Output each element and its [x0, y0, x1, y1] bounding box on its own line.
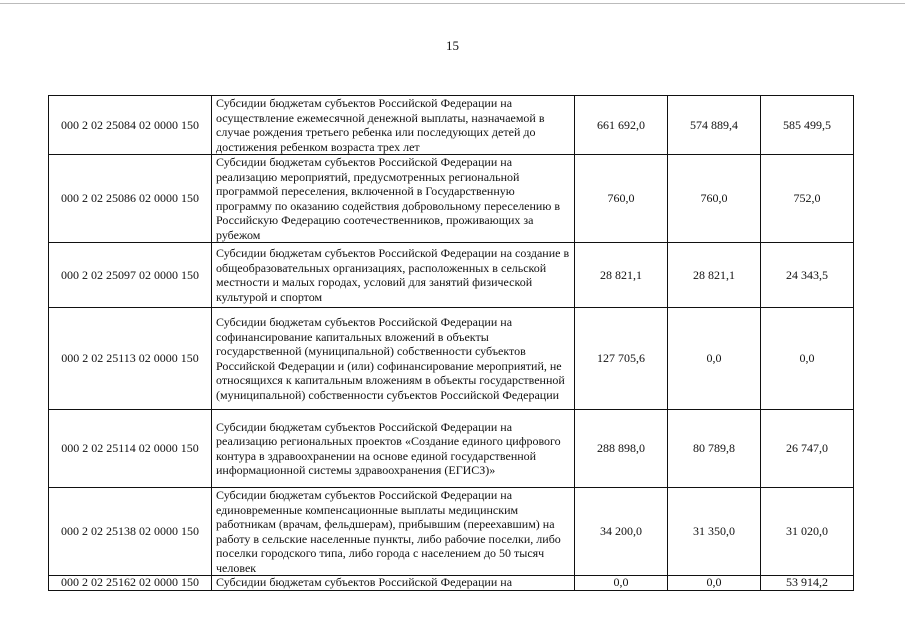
table-row — [49, 308, 854, 410]
value-year-3: 0,0 — [761, 308, 854, 410]
value-year-3: 585 499,5 — [761, 96, 854, 155]
value-year-2: 760,0 — [668, 155, 761, 243]
value-year-3: 31 020,0 — [761, 488, 854, 576]
value-year-2: 80 789,8 — [668, 410, 761, 488]
value-year-1: 28 821,1 — [575, 243, 668, 308]
budget-description: Субсидии бюджетам субъектов Российской Федерации на софинансирование капитальных вложений в объекты государственной (муниципальной) собственности субъектов Российской Федерации и (или) софинансирование мероприятий, не относящихся к капитальным вложениям в объекты государственной (муниципальной) собственности субъектов Российской Федерации — [212, 308, 575, 410]
value-year-2: 28 821,1 — [668, 243, 761, 308]
budget-description: Субсидии бюджетам субъектов Российской Федерации на реализацию региональных проектов «Создание единого цифрового контура в здравоохранении на основе единой государственной информационной системы здравоохранения (ЕГИСЗ)» — [212, 410, 575, 488]
table-row — [49, 155, 854, 243]
value-year-2: 31 350,0 — [668, 488, 761, 576]
budget-description: Субсидии бюджетам субъектов Российской Федерации на единовременные компенсационные выплаты медицинским работникам (врачам, фельдшерам), прибывшим (переехавшим) на работу в сельские населенные пункты, либо рабочие поселки, либо поселки городского типа, либо города с населением до 50 тысяч человек — [212, 488, 575, 576]
value-year-3: 53 914,2 — [761, 576, 854, 591]
value-year-2: 0,0 — [668, 576, 761, 591]
budget-code: 000 2 02 25097 02 0000 150 — [49, 243, 212, 308]
table-row — [49, 410, 854, 488]
value-year-1: 127 705,6 — [575, 308, 668, 410]
budget-description: Субсидии бюджетам субъектов Российской Федерации на — [212, 576, 575, 591]
table-row — [49, 488, 854, 576]
value-year-1: 661 692,0 — [575, 96, 668, 155]
budget-code: 000 2 02 25086 02 0000 150 — [49, 155, 212, 243]
value-year-2: 0,0 — [668, 308, 761, 410]
budget-code: 000 2 02 25162 02 0000 150 — [49, 576, 212, 591]
budget-code: 000 2 02 25084 02 0000 150 — [49, 96, 212, 155]
table-row — [49, 576, 854, 591]
value-year-1: 760,0 — [575, 155, 668, 243]
budget-code: 000 2 02 25113 02 0000 150 — [49, 308, 212, 410]
value-year-1: 0,0 — [575, 576, 668, 591]
table-row — [49, 96, 854, 155]
budget-code: 000 2 02 25114 02 0000 150 — [49, 410, 212, 488]
budget-description: Субсидии бюджетам субъектов Российской Федерации на осуществление ежемесячной денежной выплаты, назначаемой в случае рождения третьего ребенка или последующих детей до достижения ребенком возраста трех лет — [212, 96, 575, 155]
top-scan-line — [0, 3, 905, 4]
budget-code: 000 2 02 25138 02 0000 150 — [49, 488, 212, 576]
value-year-3: 26 747,0 — [761, 410, 854, 488]
budget-table — [48, 95, 854, 591]
table-row — [49, 243, 854, 308]
value-year-2: 574 889,4 — [668, 96, 761, 155]
value-year-3: 752,0 — [761, 155, 854, 243]
page-number: 15 — [446, 38, 459, 53]
value-year-1: 288 898,0 — [575, 410, 668, 488]
budget-description: Субсидии бюджетам субъектов Российской Федерации на создание в общеобразовательных организациях, расположенных в сельской местности и малых городах, условий для занятий физической культурой и спортом — [212, 243, 575, 308]
budget-description: Субсидии бюджетам субъектов Российской Федерации на реализацию мероприятий, предусмотренных региональной программой переселения, включенной в Государственную программу по оказанию содействия добровольному переселению в Российскую Федерацию соотечественников, проживающих за рубежом — [212, 155, 575, 243]
value-year-3: 24 343,5 — [761, 243, 854, 308]
value-year-1: 34 200,0 — [575, 488, 668, 576]
